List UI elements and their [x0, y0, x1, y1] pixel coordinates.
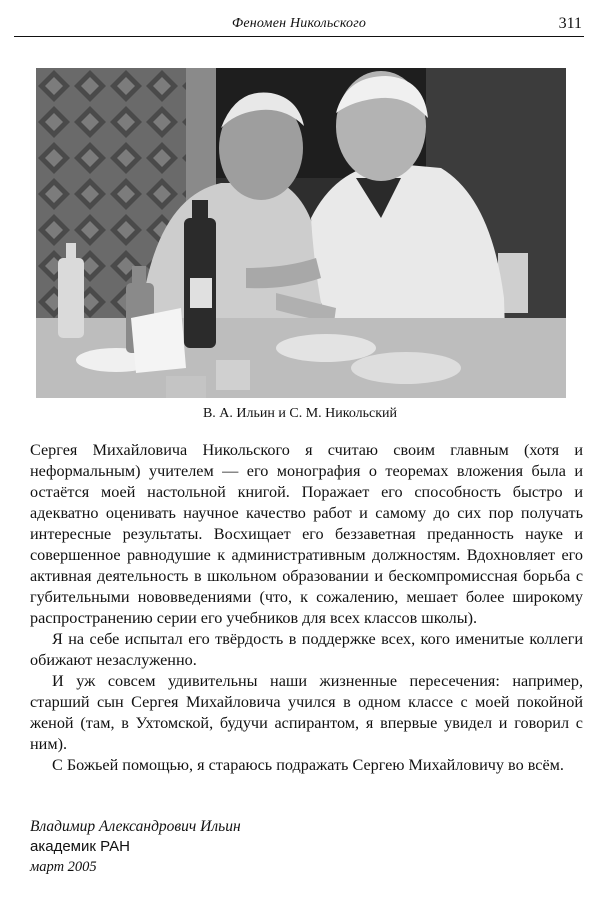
- signature: [30, 817, 241, 877]
- photo-caption: В. А. Ильин и С. М. Никольский: [202, 406, 398, 421]
- signature-date: март 2005: [30, 859, 97, 875]
- paragraph: И уж совсем удивительны наши жизненные пересечения: например, старший сын Сергея Михайловича учился в одном классе с моей покойной женой (там, в Ухтомской, будучи аспирантом, я впервые увидел и говорил с ним).: [30, 672, 583, 753]
- signature-name: Владимир Александрович Ильин: [30, 818, 241, 835]
- paragraph: Я на себе испытал его твёрдость в поддержке всех, кого именитые коллеги обижают незаслуженно.: [30, 630, 583, 669]
- running-title: Феномен Никольского: [231, 16, 367, 31]
- page-number: 311: [558, 15, 582, 32]
- paragraph: С Божьей помощью, я стараюсь подражать Сергею Михайловичу во всём.: [52, 756, 564, 774]
- paragraph: Сергея Михайловича Никольского я считаю своим главным (хотя и неформальным) учителем — его монография о теоремах вложения была и остаётся моей настольной книгой. Поражает его способность быстро и адекватно оценивать научное качество работ и самому до сих пор получать интересные результаты. Восхищает его беззаветная преданность науке и совершенное равнодушие к административным должностям. Вдохновляет его активная деятельность в школьном образовании и бескомпромиссная борьба с губительными нововведениями (что, к сожалению, мешает более широкому распространению серии его учебников для всех классов школы).: [30, 441, 583, 627]
- signature-title: академик РАН: [30, 838, 130, 855]
- body-text: [30, 440, 583, 776]
- page-header: [14, 14, 584, 37]
- photo: [36, 68, 566, 398]
- photo-illustration: [36, 68, 566, 398]
